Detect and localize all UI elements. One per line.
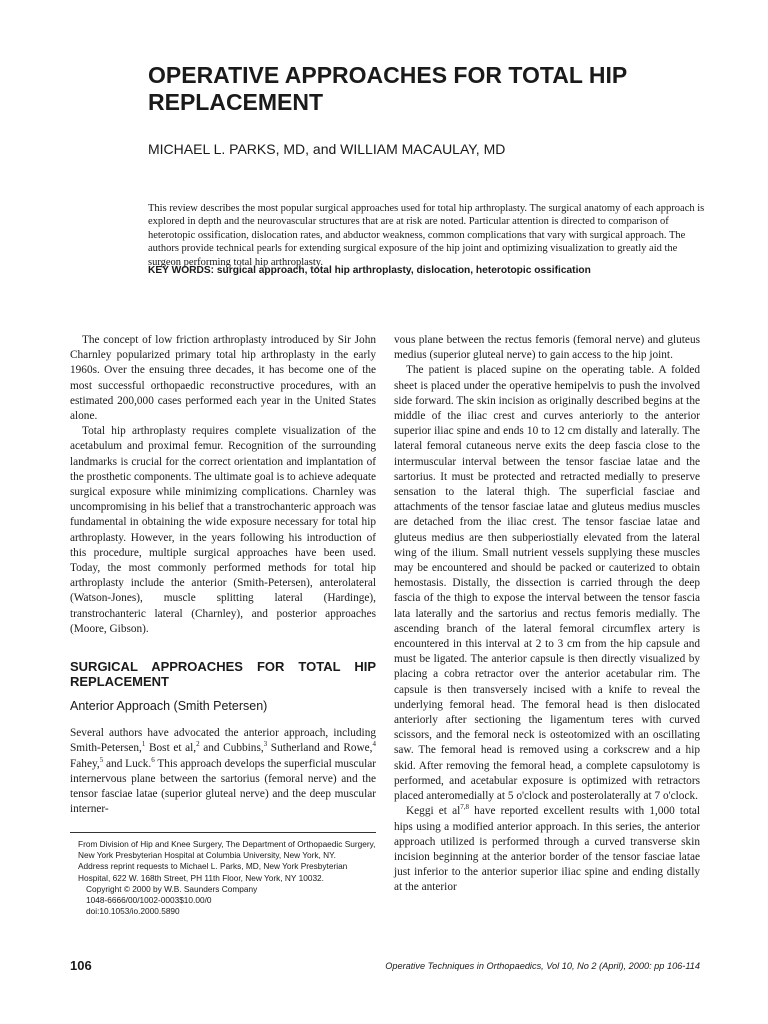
doi-note: doi:10.1053/io.2000.5890 xyxy=(86,906,180,917)
subsection-heading: Anterior Approach (Smith Petersen) xyxy=(70,699,268,714)
citation-ref: 7,8 xyxy=(460,803,470,812)
citation-ref: 1 xyxy=(141,740,146,749)
body-paragraph: The patient is placed supine on the operating table. A folded sheet is placed under the operative hemipelvis to push the involved side forward. The skin incision as originally described begins at the middle of the iliac crest and curves anteriorly to the anterior superior iliac spine and ends 10 to 12 cm distally and laterally. The lateral femoral cutaneous nerve exits the deep fascia close to the intermuscular interval between the tensor fasciae latae and the sartorius. It must be protected and retracted medially to preserve sensation to the lateral thigh. The superficial fasciae and attachments of the tensor fasciae latae and gluteus medius muscles are detached from the iliac crest. The tensor fasciae latae and gluteus medius are then subperiostially elevated from the lateral wing of the ilium. Small nutrient vessels supplying these muscles may be encountered and should be packed or cauterized to obtain hemostasis. Distally, the dissection is carried through the deep fascia of the thigh to expose the interval between the tensor fascia lata laterally and the sartorius and rectus femoris medially. The ascending branch of the lateral femoral circumflex artery is encountered in this interval at 2 to 3 cm from the hip capsule and must be ligated. The anterior capsule is then directly visualized by placing a cobra retractor over the anterior acetabular rim. The capsule is then transversely incised with a knife to reveal the underlying femoral head. The femoral head is then dislocated anteriorly after sectioning the ligamentum teres with curved scissors, and the femoral neck is osteotomized with an oscillating saw. The femoral head is removed using a corkscrew and a hip skid. After removing the femoral head, a complete capsulotomy is performed, and acetabular exposure is optimized with retractors placed anteromedially at 5 o'clock and posterolaterally at 7 o'clock. xyxy=(394,364,700,803)
reprint-note: Address reprint requests to Michael L. Parks, MD, New York Presbyterian Hospital, 622 W. 168th Street, PH 11th Floor, New York, NY 10032. xyxy=(78,861,348,883)
left-column xyxy=(70,333,376,817)
body-paragraph: Several authors have advocated the anterior approach, including Smith-Petersen,$^1$ Bost et al,$^2$ and Cubbins,$^3$ Sutherland and Rowe,$^4$ Fahey,$^5$ and Luck.$^6$ This approach develops the superficial muscular internervous plane between the sartorius (femoral nerve) and the tensor fasciae latae (superior gluteal nerve) and the deep muscular interner- xyxy=(70,727,377,816)
author-line: MICHAEL L. PARKS, MD, and WILLIAM MACAULAY, MD xyxy=(148,141,506,157)
affiliation-note: From Division of Hip and Knee Surgery, The Department of Orthopaedic Surgery, New York Presbyterian Hospital at Columbia University, New York, NY. xyxy=(78,839,376,861)
journal-citation: Operative Techniques in Orthopaedics, Vol 10, No 2 (April), 2000: pp 106-114 xyxy=(385,961,700,971)
footnotes xyxy=(78,839,378,917)
citation-ref: 3 xyxy=(263,740,268,749)
page-number: 106 xyxy=(70,958,92,973)
body-paragraph: Total hip arthroplasty requires complete visualization of the acetabulum and proximal femur. Recognition of the surrounding landmarks is crucial for the correct orientation and implantation of the prosthetic components. The ultimate goal is to achieve adequate surgical exposure while minimizing complications. Charnley was uncompromising in his belief that a transtrochanteric approach was fundamental in obtaining the wide exposure necessary for total hip arthroplasty. However, in the years following his introduction of this procedure, multiple surgical approaches have been used. Today, the most commonly performed methods for total hip arthroplasty include the anterior (Smith-Petersen), anterolateral (Watson-Jones), muscle splitting lateral (Hardinge), transtrochanteric lateral (Charnley), and posterior approaches (Moore, Gibson). xyxy=(70,425,376,635)
body-paragraph: The concept of low friction arthroplasty introduced by Sir John Charnley popularized primary total hip arthroplasty in the early 1960s. Over the ensuing three decades, it has become one of the most successful orthopaedic reconstructive procedures, with an estimated 200,000 cases performed each year in the United States alone. xyxy=(70,334,376,423)
copyright-note: Copyright © 2000 by W.B. Saunders Company xyxy=(86,883,258,894)
abstract-text: This review describes the most popular surgical approaches used for total hip arthroplasty. The surgical anatomy of each approach is explored in depth and the neurovascular structures that are at risk are noted. Particular attention is directed to comparison of heterotopic ossification, dislocation rates, and abductor weakness, common complications that vary with surgical approach. The authors provide technical pearls for extending surgical exposure of the hip joint and optimizing visualization to greatly aid the surgeon performing total hip arthroplasty. xyxy=(148,203,705,268)
citation-ref: 5 xyxy=(99,755,104,764)
body-paragraph: vous plane between the rectus femoris (femoral nerve) and gluteus medius (superior gluteal nerve) to gain access to the hip joint. xyxy=(394,334,700,362)
right-column xyxy=(394,333,700,896)
article-title: OPERATIVE APPROACHES FOR TOTAL HIP REPLACEMENT xyxy=(148,62,627,115)
citation-ref: 6 xyxy=(151,755,155,764)
body-paragraph: Keggi et al$^{7,8}$ have reported excellent results with 1,000 total hips using a modified anterior approach. In this series, the anterior approach utilized is performed through a curved transverse skin incision beginning at the anterior border of the tensor fasciae latae just inferior to the anterior superior iliac spine and ending distally at the anterior xyxy=(394,803,701,894)
issn-note: 1048-6666/00/1002-0003$10.00/0 xyxy=(86,895,212,906)
keywords-line: KEY WORDS: surgical approach, total hip arthroplasty, dislocation, heterotopic ossification xyxy=(148,265,591,276)
citation-ref: 2 xyxy=(196,740,200,749)
citation-ref: 4 xyxy=(372,740,376,749)
section-heading: SURGICAL APPROACHES FOR TOTAL HIP REPLACEMENT xyxy=(70,659,376,690)
footnote-divider xyxy=(70,832,376,833)
